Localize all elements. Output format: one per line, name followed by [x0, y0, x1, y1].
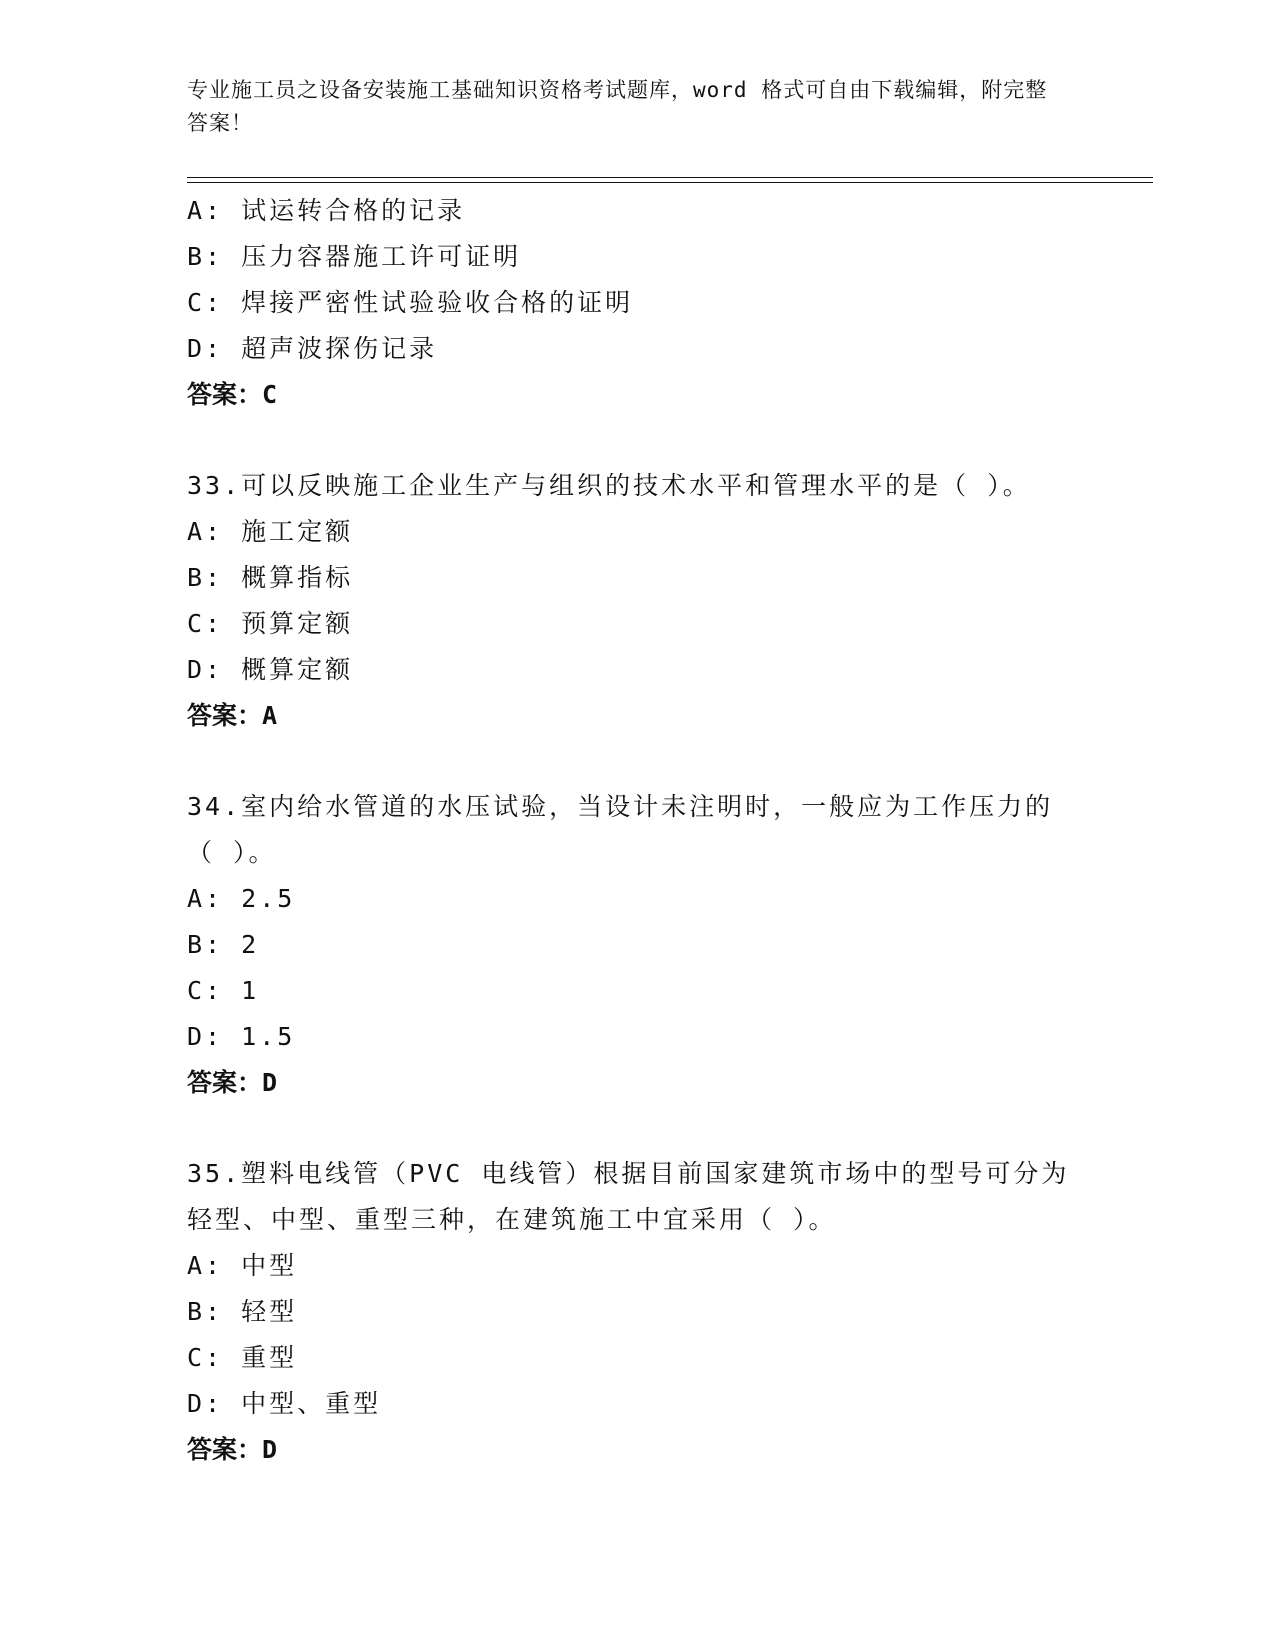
- document-header: 专业施工员之设备安装施工基础知识资格考试题库，word 格式可自由下载编辑，附完整答案！: [187, 78, 1048, 135]
- answer-line: 答案：D: [187, 1068, 278, 1097]
- header-divider-bottom: [187, 182, 1153, 183]
- option-c: C: 1: [187, 976, 260, 1005]
- question-stem: 35.塑料电线管（PVC 电线管）根据目前国家建筑市场中的型号可分为轻型、中型、重型三种，在建筑施工中宜采用（ ）。: [187, 1159, 1070, 1234]
- option-a: A: 施工定额: [187, 517, 354, 546]
- header-divider-top: [187, 177, 1153, 178]
- question-34: [187, 784, 1087, 1106]
- option-c: C: 焊接严密性试验验收合格的证明: [187, 288, 634, 317]
- option-d: D: 1.5: [187, 1022, 296, 1051]
- question-33: [187, 463, 1087, 739]
- option-b: B: 概算指标: [187, 563, 354, 592]
- option-c: C: 预算定额: [187, 609, 354, 638]
- option-d: D: 中型、重型: [187, 1389, 382, 1418]
- question-stem: 33.可以反映施工企业生产与组织的技术水平和管理水平的是（ ）。: [187, 471, 1031, 500]
- option-d: D: 概算定额: [187, 655, 354, 684]
- option-a: A: 中型: [187, 1251, 298, 1280]
- option-b: B: 2: [187, 930, 260, 959]
- option-b: B: 轻型: [187, 1297, 298, 1326]
- answer-line: 答案：C: [187, 380, 278, 409]
- option-a: A: 2.5: [187, 884, 296, 913]
- answer-line: 答案：D: [187, 1435, 278, 1464]
- question-35: [187, 1151, 1087, 1473]
- option-b: B: 压力容器施工许可证明: [187, 242, 522, 271]
- option-a: A: 试运转合格的记录: [187, 196, 466, 225]
- question-stem: 34.室内给水管道的水压试验，当设计未注明时，一般应为工作压力的（ ）。: [187, 792, 1054, 867]
- answer-line: 答案：A: [187, 701, 278, 730]
- option-c: C: 重型: [187, 1343, 298, 1372]
- question-list: [187, 188, 1087, 1473]
- option-d: D: 超声波探伤记录: [187, 334, 438, 363]
- question-fragment: [187, 188, 1087, 418]
